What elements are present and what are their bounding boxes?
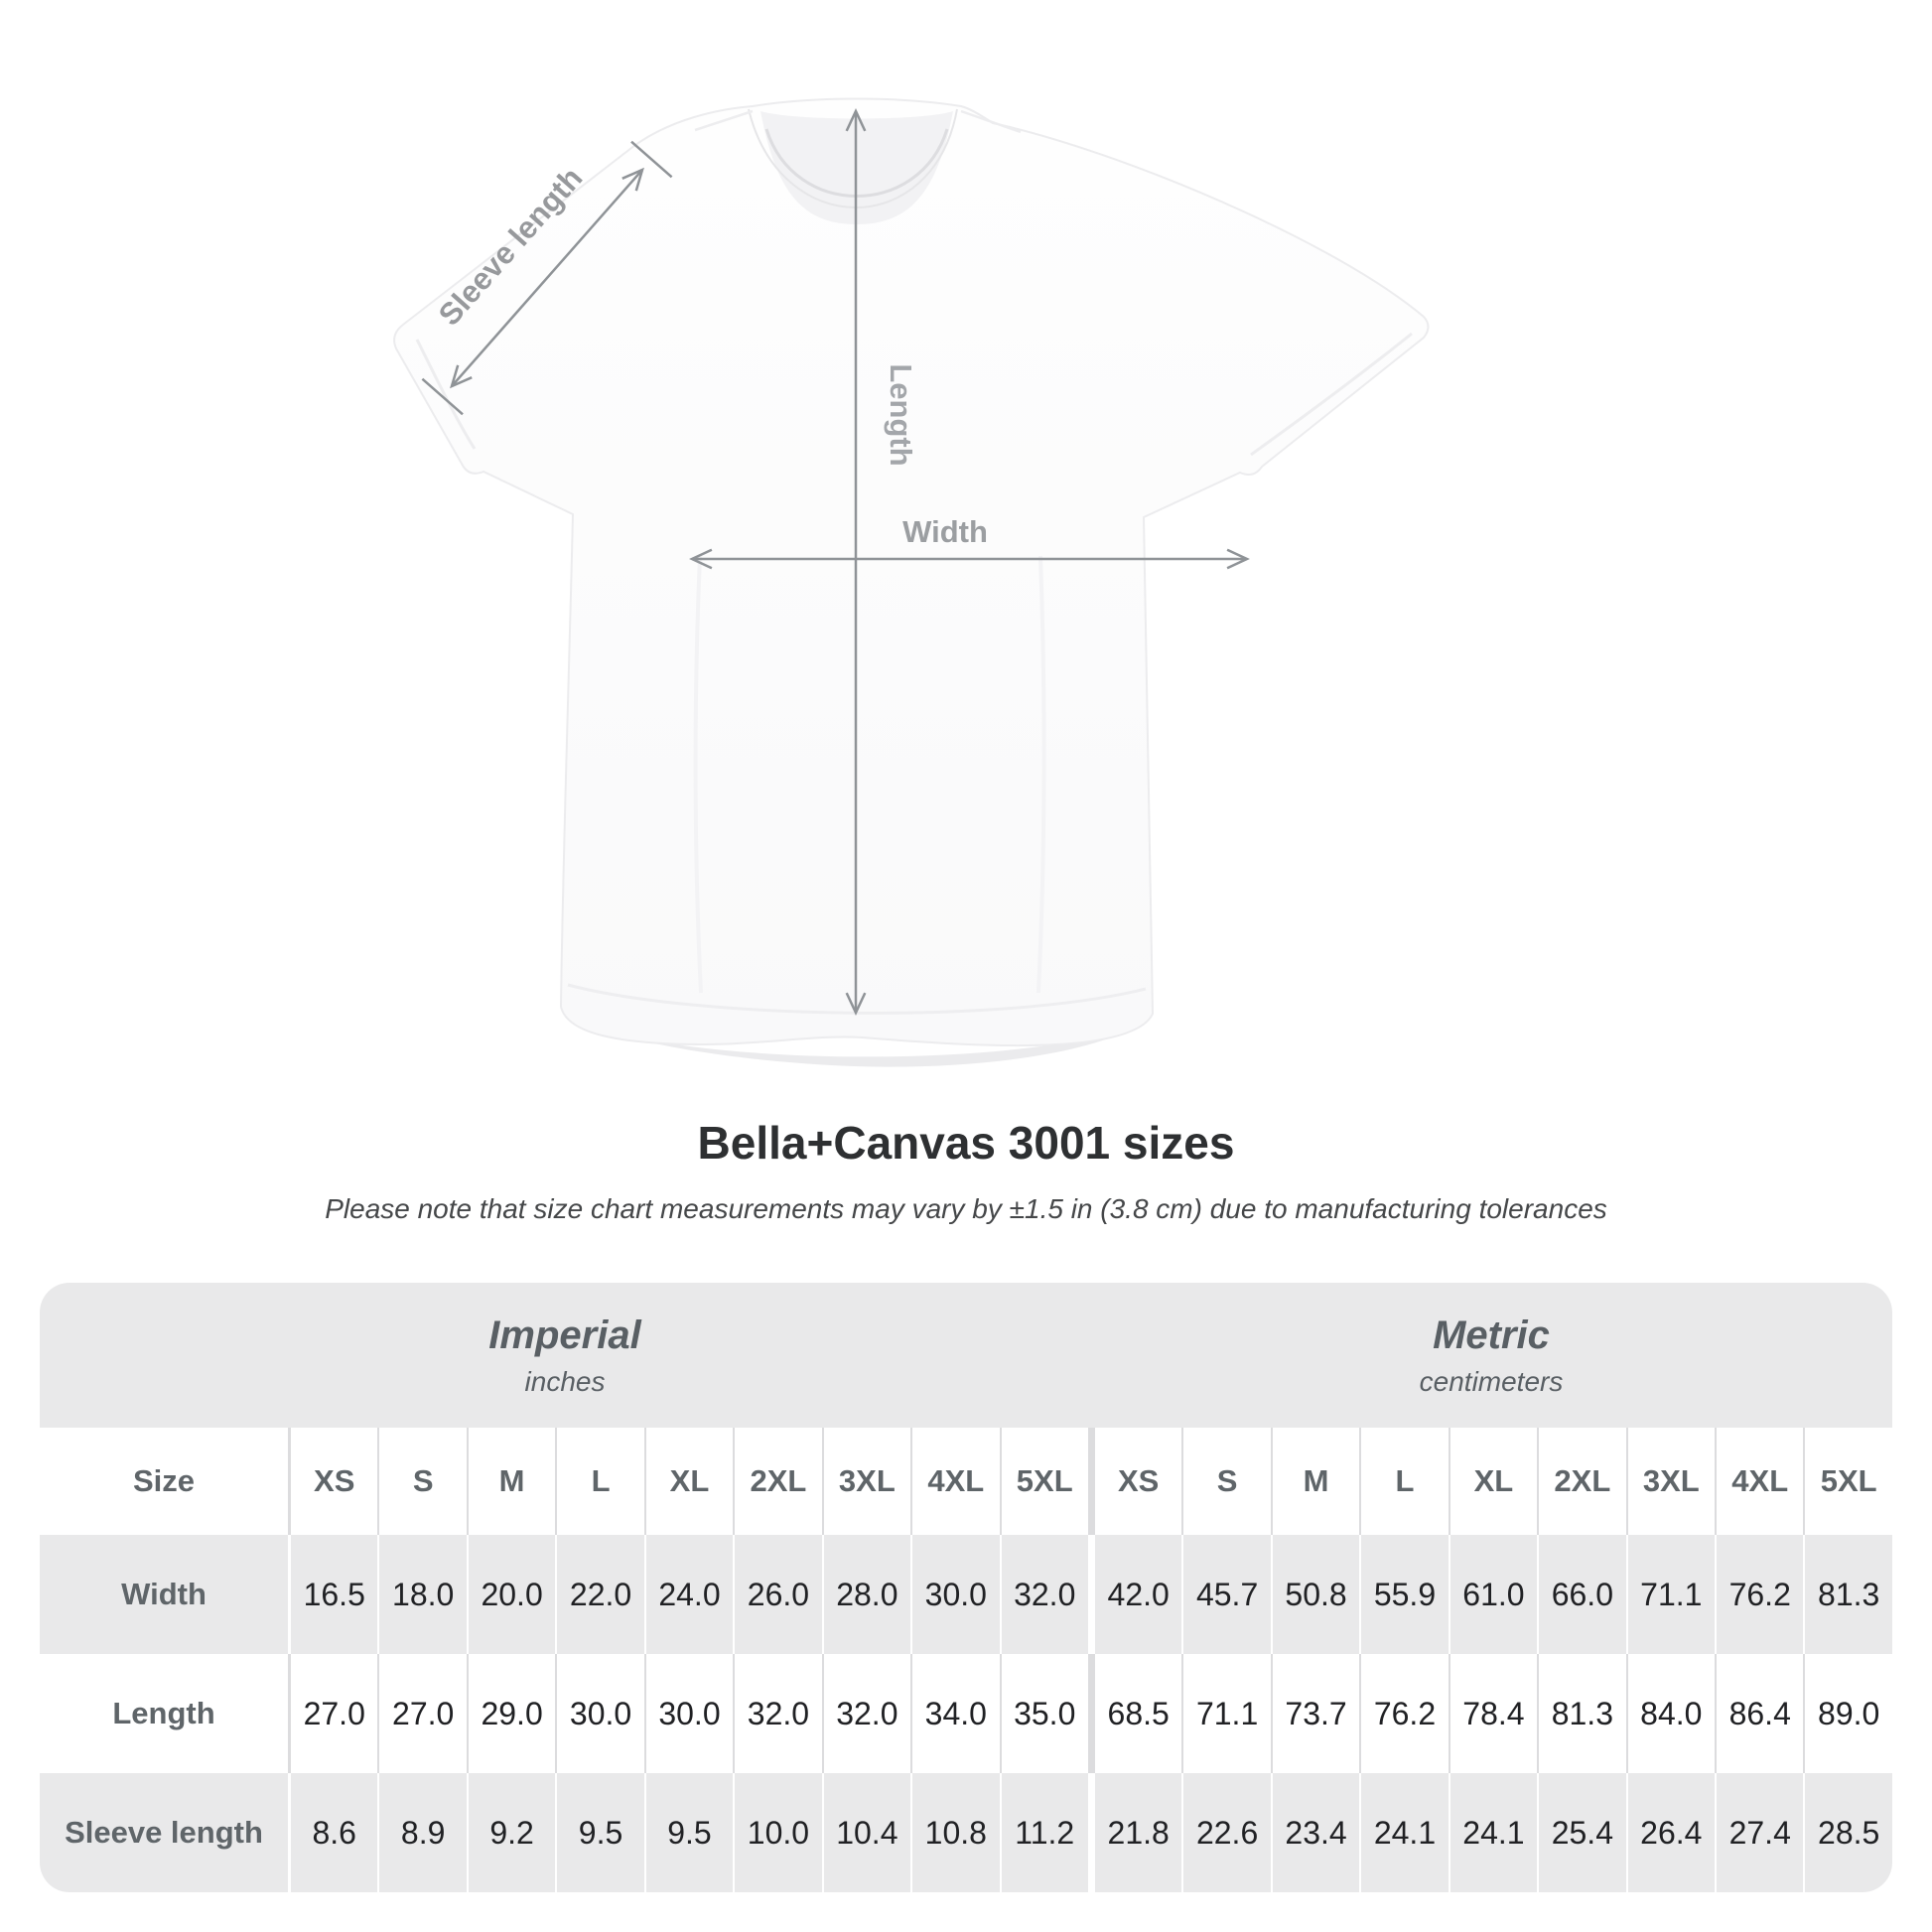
table-header-row: [40, 1428, 1892, 1535]
metric-label: Metric: [1433, 1312, 1550, 1357]
value-cell-metric: 61.0: [1449, 1535, 1537, 1654]
value-cell-imperial: 30.0: [910, 1535, 999, 1654]
value-cell-imperial: 30.0: [555, 1654, 643, 1773]
size-col-imperial-l: L: [555, 1428, 643, 1535]
value-cell-metric: 81.3: [1537, 1654, 1625, 1773]
value-cell-imperial: 18.0: [377, 1535, 466, 1654]
value-cell-metric: 23.4: [1271, 1773, 1359, 1892]
value-cell-imperial: 22.0: [555, 1535, 643, 1654]
value-cell-metric: 81.3: [1803, 1535, 1891, 1654]
size-col-metric-2xl: 2XL: [1537, 1428, 1625, 1535]
value-cell-imperial: 32.0: [822, 1654, 910, 1773]
value-cell-metric: 50.8: [1271, 1535, 1359, 1654]
value-cell-imperial: 16.5: [288, 1535, 377, 1654]
size-table: [40, 1283, 1892, 1892]
value-cell-metric: 66.0: [1537, 1535, 1625, 1654]
value-cell-imperial: 32.0: [733, 1654, 821, 1773]
value-cell-metric: 28.5: [1803, 1773, 1891, 1892]
value-cell-imperial: 10.4: [822, 1773, 910, 1892]
size-col-metric-4xl: 4XL: [1715, 1428, 1803, 1535]
value-cell-imperial: 11.2: [1000, 1773, 1088, 1892]
size-col-metric-5xl: 5XL: [1803, 1428, 1891, 1535]
value-cell-metric: 84.0: [1626, 1654, 1715, 1773]
value-cell-imperial: 29.0: [467, 1654, 555, 1773]
size-col-imperial-xl: XL: [644, 1428, 733, 1535]
size-col-metric-m: M: [1271, 1428, 1359, 1535]
value-cell-metric: 78.4: [1449, 1654, 1537, 1773]
size-col-metric-xl: XL: [1449, 1428, 1537, 1535]
value-cell-imperial: 27.0: [377, 1654, 466, 1773]
size-col-metric-s: S: [1181, 1428, 1270, 1535]
value-cell-metric: 27.4: [1715, 1773, 1803, 1892]
value-cell-metric: 24.1: [1449, 1773, 1537, 1892]
value-cell-imperial: 8.9: [377, 1773, 466, 1892]
imperial-sublabel: inches: [524, 1365, 606, 1397]
imperial-label: Imperial: [488, 1312, 641, 1357]
value-cell-metric: 55.9: [1359, 1535, 1448, 1654]
page-subtitle: Please note that size chart measurements may vary by ±1.5 in (3.8 cm) due to manufacturing tolerances: [325, 1193, 1607, 1224]
value-cell-metric: 76.2: [1359, 1654, 1448, 1773]
value-cell-imperial: 27.0: [288, 1654, 377, 1773]
value-cell-imperial: 30.0: [644, 1654, 733, 1773]
size-corner-label: Size: [132, 1463, 196, 1498]
value-cell-metric: 71.1: [1181, 1654, 1270, 1773]
value-cell-metric: 21.8: [1088, 1773, 1181, 1892]
size-col-imperial-2xl: 2XL: [733, 1428, 821, 1535]
size-col-metric-l: L: [1359, 1428, 1448, 1535]
value-cell-metric: 22.6: [1181, 1773, 1270, 1892]
width-label: Width: [902, 514, 988, 549]
value-cell-metric: 76.2: [1715, 1535, 1803, 1654]
size-col-imperial-3xl: 3XL: [822, 1428, 910, 1535]
row-label: Width: [121, 1577, 207, 1611]
row-sleeve-length: [40, 1773, 1892, 1892]
value-cell-metric: 45.7: [1181, 1535, 1270, 1654]
size-col-metric-xs: XS: [1088, 1428, 1181, 1535]
value-cell-metric: 86.4: [1715, 1654, 1803, 1773]
value-cell-imperial: 10.8: [910, 1773, 999, 1892]
unit-group-imperial: [40, 1283, 1090, 1428]
value-cell-imperial: 32.0: [1000, 1535, 1088, 1654]
value-cell-imperial: 24.0: [644, 1535, 733, 1654]
tshirt-body: [394, 99, 1428, 1046]
page-title: Bella+Canvas 3001 sizes: [697, 1117, 1235, 1169]
value-cell-imperial: 26.0: [733, 1535, 821, 1654]
value-cell-imperial: 28.0: [822, 1535, 910, 1654]
value-cell-metric: 42.0: [1088, 1535, 1181, 1654]
value-cell-metric: 89.0: [1803, 1654, 1891, 1773]
value-cell-imperial: 9.2: [467, 1773, 555, 1892]
size-col-metric-3xl: 3XL: [1626, 1428, 1715, 1535]
unit-group-metric: [1090, 1283, 1892, 1428]
size-col-imperial-xs: XS: [288, 1428, 377, 1535]
length-label: Length: [884, 363, 918, 467]
row-width: [40, 1535, 1892, 1654]
value-cell-imperial: 20.0: [467, 1535, 555, 1654]
value-cell-imperial: 8.6: [288, 1773, 377, 1892]
size-col-imperial-5xl: 5XL: [1000, 1428, 1088, 1535]
value-cell-metric: 25.4: [1537, 1773, 1625, 1892]
value-cell-imperial: 10.0: [733, 1773, 821, 1892]
row-length: [40, 1654, 1892, 1773]
value-cell-metric: 73.7: [1271, 1654, 1359, 1773]
value-cell-imperial: 35.0: [1000, 1654, 1088, 1773]
value-cell-metric: 26.4: [1626, 1773, 1715, 1892]
size-col-imperial-m: M: [467, 1428, 555, 1535]
value-cell-imperial: 9.5: [644, 1773, 733, 1892]
sleeve-length-label: Sleeve length: [431, 160, 590, 333]
size-col-imperial-s: S: [377, 1428, 466, 1535]
unit-header-band: [40, 1283, 1892, 1428]
value-cell-imperial: 9.5: [555, 1773, 643, 1892]
row-label: Sleeve length: [65, 1815, 263, 1850]
value-cell-metric: 68.5: [1088, 1654, 1181, 1773]
row-label: Length: [112, 1696, 215, 1730]
value-cell-metric: 24.1: [1359, 1773, 1448, 1892]
metric-sublabel: centimeters: [1419, 1365, 1564, 1397]
value-cell-metric: 71.1: [1626, 1535, 1715, 1654]
table-body: [40, 1535, 1892, 1892]
size-col-imperial-4xl: 4XL: [910, 1428, 999, 1535]
value-cell-imperial: 34.0: [910, 1654, 999, 1773]
